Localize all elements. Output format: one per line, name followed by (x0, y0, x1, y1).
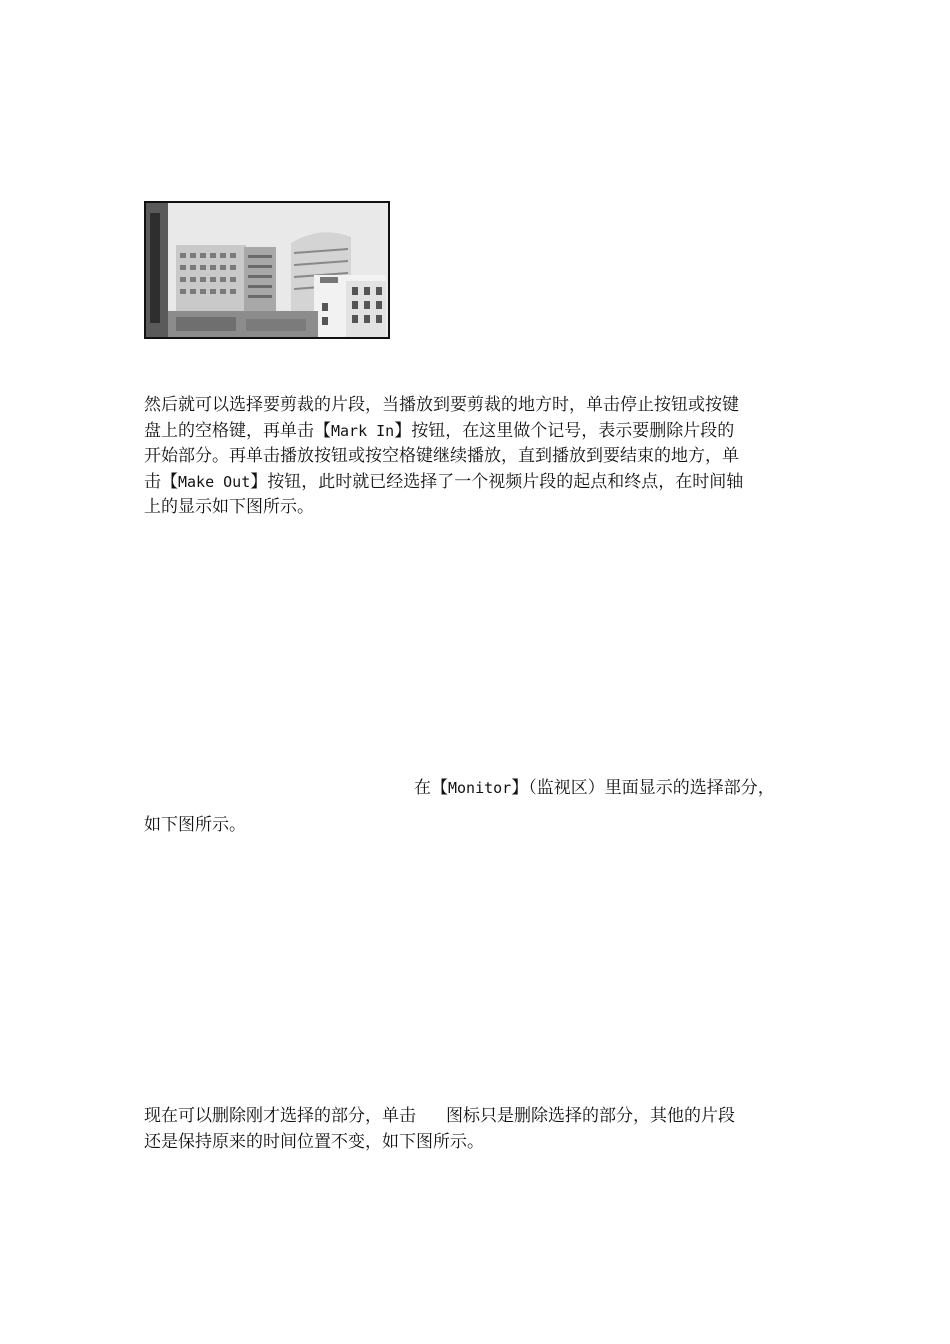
video-frame-image (144, 201, 390, 339)
paragraph-mark-in-out (144, 393, 812, 521)
text-line (144, 470, 812, 496)
text-line: 如下图所示。 (144, 815, 246, 835)
text-line (144, 1104, 812, 1130)
paragraph-monitor-line1 (414, 776, 814, 802)
text-segment: 】按钮，在这里做个记号，表示要删除片段的 (394, 420, 735, 441)
text-segment: 现在可以删除刚才选择的部分，单击 (144, 1106, 416, 1126)
building-photo (146, 203, 388, 337)
text-segment: 】（监视区）里面显示的选择部分， (511, 778, 775, 798)
make-out-label: Make Out (178, 472, 251, 491)
text-line: 然后就可以选择要剪裁的片段，当播放到要剪裁的地方时，单击停止按钮或按键 (144, 395, 739, 415)
text-line: 还是保持原来的时间位置不变，如下图所示。 (144, 1131, 484, 1152)
text-line (144, 419, 812, 445)
paragraph-monitor-line2 (144, 813, 812, 839)
text-segment: 】按钮，此时就已经选择了一个视频片段的起点和终点，在时间轴 (250, 471, 744, 492)
paragraph-delete-selection (144, 1104, 812, 1155)
text-segment: 击【 (144, 471, 178, 492)
text-line: 上的显示如下图所示。 (144, 497, 314, 517)
text-segment: 盘上的空格键，再单击【 (144, 420, 331, 441)
mark-in-label: Mark In (331, 421, 395, 440)
text-segment: 在【 (414, 778, 448, 798)
monitor-label: Monitor (448, 779, 512, 797)
text-segment: 图标只是删除选择的部分，其他的片段 (446, 1106, 735, 1126)
text-line (414, 776, 814, 802)
text-line: 开始部分。再单击播放按钮或按空格键继续播放，直到播放到要结束的地方，单 (144, 446, 739, 466)
